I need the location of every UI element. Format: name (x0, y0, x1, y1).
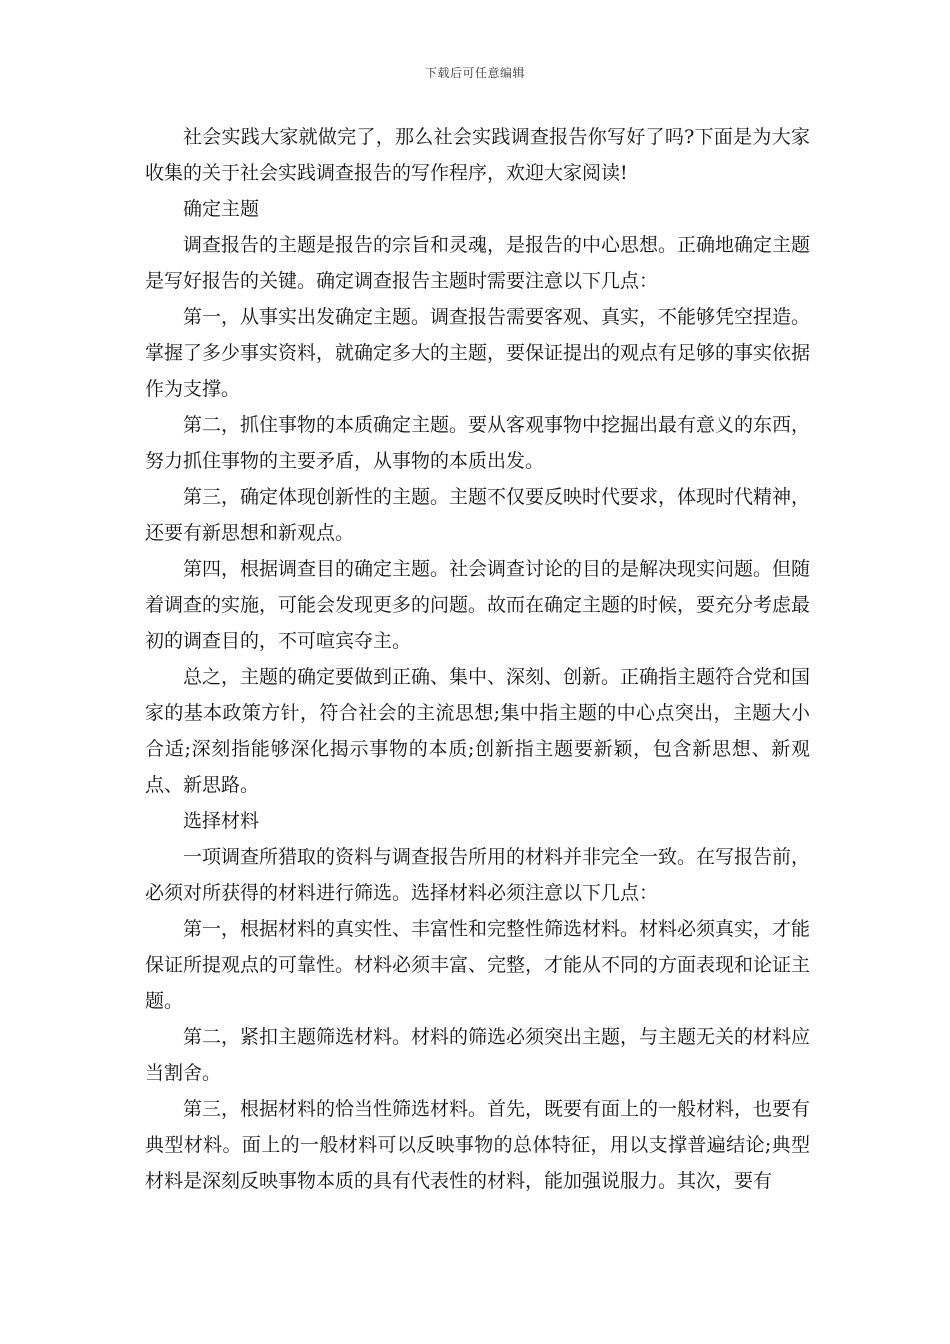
paragraph: 第三，根据材料的恰当性筛选材料。首先，既要有面上的一般材料，也要有典型材料。面上的一般材料可以反映事物的总体特征，用以支撑普遍结论;典型材料是深刻反映事物本质的具有代表性的材料，能加强说服力。其次，要有 (145, 1098, 811, 1192)
paragraph: 一项调查所猎取的资料与调查报告所用的材料并非完全一致。在写报告前，必须对所获得的材料进行筛选。选择材料必须注意以下几点： (145, 846, 811, 904)
paragraph: 第二，抓住事物的本质确定主题。要从客观事物中挖掘出最有意义的东西，努力抓住事物的主要矛盾，从事物的本质出发。 (145, 414, 811, 472)
section-heading-materials: 选择材料 (183, 810, 260, 832)
paragraph: 第一，根据材料的真实性、丰富性和完整性筛选材料。材料必须真实，才能保证所提观点的可靠性。材料必须丰富、完整，才能从不同的方面表现和论证主题。 (145, 918, 811, 1012)
paragraph: 调查报告的主题是报告的宗旨和灵魂，是报告的中心思想。正确地确定主题是写好报告的关键。确定调查报告主题时需要注意以下几点： (145, 234, 811, 292)
paragraph: 总之，主题的确定要做到正确、集中、深刻、创新。正确指主题符合党和国家的基本政策方针，符合社会的主流思想;集中指主题的中心点突出，主题大小合适;深刻指能够深化揭示事物的本质;创新指主题要新颖，包含新思想、新观点、新思路。 (145, 666, 811, 796)
paragraph: 第二，紧扣主题筛选材料。材料的筛选必须突出主题，与主题无关的材料应当割舍。 (145, 1026, 811, 1084)
page-header: 下载后可任意编辑 (424, 66, 525, 80)
intro-paragraph: 社会实践大家就做完了，那么社会实践调查报告你写好了吗?下面是为大家收集的关于社会实践调查报告的写作程序，欢迎大家阅读! (145, 126, 810, 184)
paragraph: 第三，确定体现创新性的主题。主题不仅要反映时代要求，体现时代精神，还要有新思想和新观点。 (145, 486, 811, 544)
section-heading-topic: 确定主题 (183, 198, 260, 220)
document-body (145, 119, 810, 1199)
paragraph: 第一，从事实出发确定主题。调查报告需要客观、真实，不能够凭空捏造。掌握了多少事实资料，就确定多大的主题，要保证提出的观点有足够的事实依据作为支撑。 (145, 306, 811, 400)
paragraph: 第四，根据调查目的确定主题。社会调查讨论的目的是解决现实问题。但随着调查的实施，可能会发现更多的问题。故而在确定主题的时候，要充分考虑最初的调查目的，不可喧宾夺主。 (145, 558, 811, 652)
